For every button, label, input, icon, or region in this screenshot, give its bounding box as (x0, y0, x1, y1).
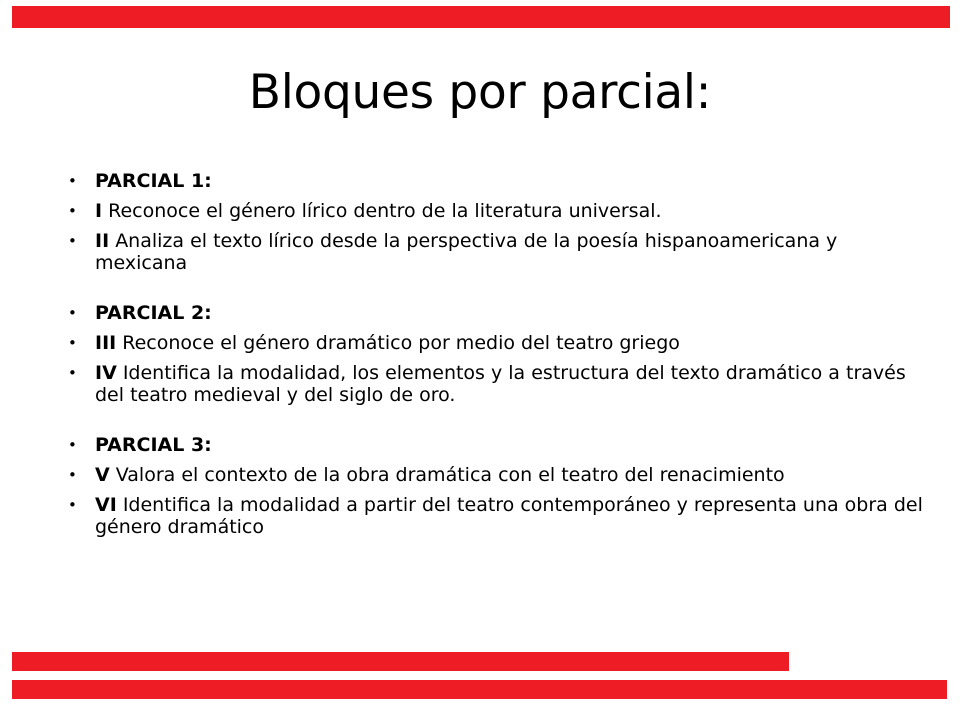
block-code: V (95, 464, 110, 486)
slide-content (68, 170, 928, 566)
bottom-red-bar-short (12, 652, 789, 671)
block-text: Analiza el texto lírico desde la perspectiva de la poesía hispanoamericana y mexicana (95, 230, 838, 274)
block-text: Valora el contexto de la obra dramática con el teatro del renacimiento (115, 464, 785, 486)
parcial-1-heading (68, 170, 928, 192)
parcial-1-group (68, 170, 928, 274)
parcial-3-heading (68, 434, 928, 456)
block-text: Reconoce el género dramático por medio del teatro griego (122, 332, 680, 354)
bullet-icon: • (68, 202, 77, 220)
block-code: I (95, 200, 103, 222)
bullet-icon: • (68, 496, 77, 514)
heading-text: PARCIAL 2: (95, 302, 212, 324)
list-item (68, 332, 928, 354)
bullet-icon: • (68, 364, 77, 382)
list-item (68, 230, 928, 274)
heading-text: PARCIAL 3: (95, 434, 212, 456)
block-code: III (95, 332, 117, 354)
block-text: Identifica la modalidad, los elementos y la estructura del texto dramático a través del teatro medieval y del siglo de oro. (95, 362, 906, 406)
bullet-icon: • (68, 436, 77, 454)
bullet-icon: • (68, 304, 77, 322)
block-text: Identifica la modalidad a partir del teatro contemporáneo y representa una obra del género dramático (95, 494, 923, 538)
list-item (68, 464, 928, 486)
list-item (68, 200, 928, 222)
parcial-2-heading (68, 302, 928, 324)
block-code: II (95, 230, 110, 252)
list-item (68, 494, 928, 538)
bullet-icon: • (68, 466, 77, 484)
block-code: VI (95, 494, 117, 516)
parcial-2-group (68, 302, 928, 406)
block-code: IV (95, 362, 117, 384)
list-item (68, 362, 928, 406)
bullet-icon: • (68, 232, 77, 250)
parcial-3-group (68, 434, 928, 538)
slide-title: Bloques por parcial: (248, 65, 712, 120)
top-red-bar (12, 6, 950, 28)
bullet-icon: • (68, 172, 77, 190)
block-text: Reconoce el género lírico dentro de la literatura universal. (108, 200, 662, 222)
bullet-icon: • (68, 334, 77, 352)
heading-text: PARCIAL 1: (95, 170, 212, 192)
bottom-red-bar-long (12, 680, 947, 699)
